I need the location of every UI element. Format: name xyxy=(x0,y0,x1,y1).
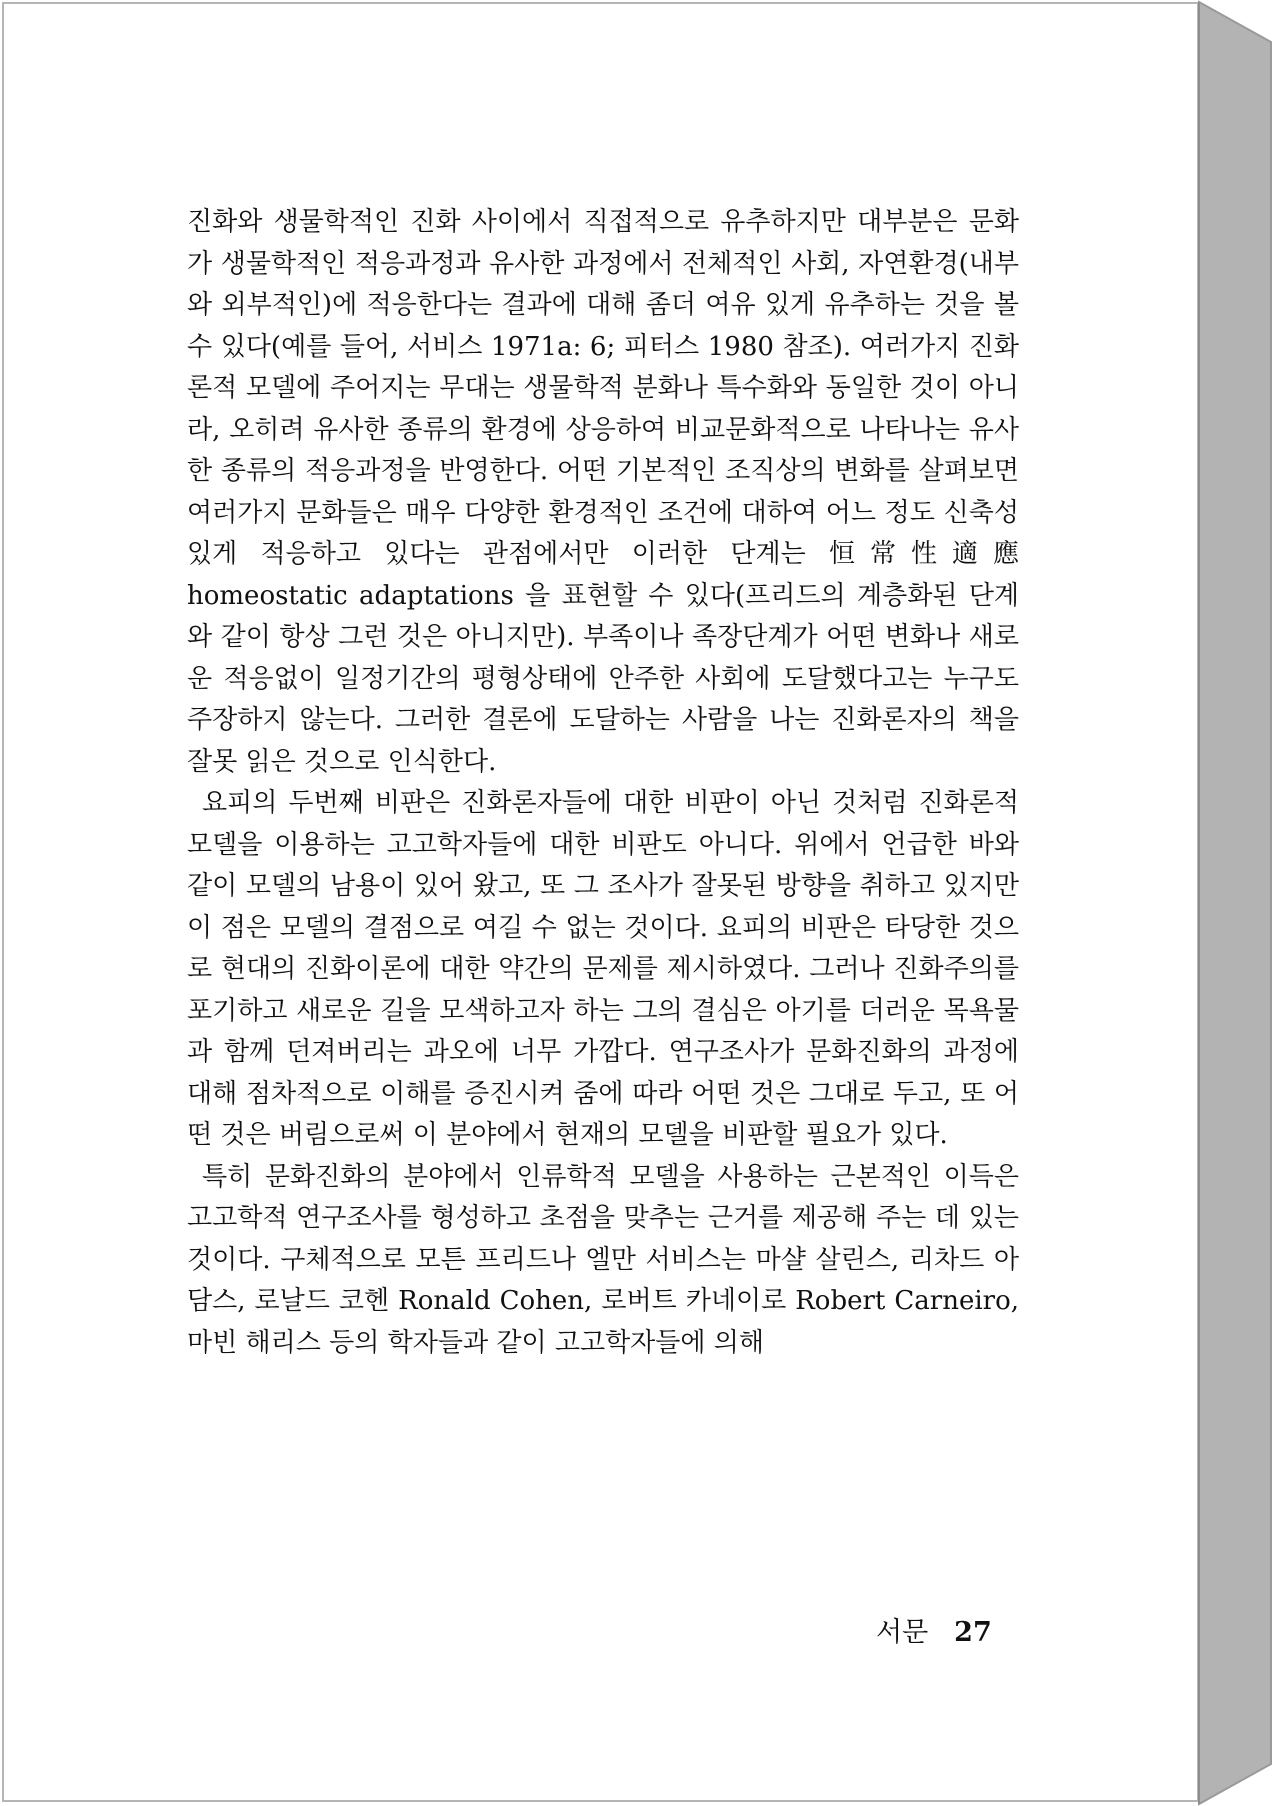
page-footer xyxy=(876,1610,992,1649)
paragraph-1: 진화와 생물학적인 진화 사이에서 직접적으로 유추하지만 대부분은 문화가 생물학적인 적응과정과 유사한 과정에서 전체적인 사회, 자연환경(내부와 외부적인)에 적응한다는 결과에 대해 좀더 여유 있게 유추하는 것을 볼 수 있다(예를 들어, 서비스 1971a: 6; 피터스 1980 참조). 여러가지 진화론적 모델에 주어지는 무대는 생물학적 분화나 특수화와 동일한 것이 아니라, 오히려 유사한 종류의 환경에 상응하여 비교문화적으로 나타나는 유사한 종류의 적응과정을 반영한다. 어떤 기본적인 조직상의 변화를 살펴보면 여러가지 문화들은 매우 다양한 환경적인 조건에 대하여 어느 정도 신축성 있게 적응하고 있다는 관점에서만 이러한 단계는 恒常性適應 homeostatic adaptations 을 표현할 수 있다(프리드의 계층화된 단계와 같이 항상 그런 것은 아니지만). 부족이나 족장단계가 어떤 변화나 새로운 적응없이 일정기간의 평형상태에 안주한 사회에 도달했다고는 누구도 주장하지 않는다. 그러한 결론에 도달하는 사람을 나는 진화론자의 책을 잘못 읽은 것으로 인식한다. xyxy=(187,207,1019,777)
body-text xyxy=(187,202,1019,1364)
section-label: 서문 xyxy=(876,1617,929,1648)
book-page xyxy=(2,2,1199,1802)
page-number: 27 xyxy=(954,1617,992,1648)
paragraph-3: 특히 문화진화의 분야에서 인류학적 모델을 사용하는 근본적인 이득은 고고학적 연구조사를 형성하고 초점을 맞추는 근거를 제공해 주는 데 있는 것이다. 구체적으로 모튼 프리드나 엘만 서비스는 마샬 살린스, 리차드 아담스, 로날드 코헨 Ronald Cohen, 로버트 카네이로 Robert Carneiro, 마빈 해리스 등의 학자들과 같이 고고학자들에 의해 xyxy=(187,1161,1019,1358)
paragraph-2: 요피의 두번째 비판은 진화론자들에 대한 비판이 아닌 것처럼 진화론적 모델을 이용하는 고고학자들에 대한 비판도 아니다. 위에서 언급한 바와 같이 모델의 남용이 있어 왔고, 또 그 조사가 잘못된 방향을 취하고 있지만 이 점은 모델의 결점으로 여길 수 없는 것이다. 요피의 비판은 타당한 것으로 현대의 진화이론에 대한 약간의 문제를 제시하였다. 그러나 진화주의를 포기하고 새로운 길을 모색하고자 하는 그의 결심은 아기를 더러운 목욕물과 함께 던져버리는 과오에 너무 가깝다. 연구조사가 문화진화의 과정에 대해 점차적으로 이해를 증진시켜 줌에 따라 어떤 것은 그대로 두고, 또 어떤 것은 버림으로써 이 분야에서 현재의 모델을 비판할 필요가 있다. xyxy=(187,788,1019,1150)
